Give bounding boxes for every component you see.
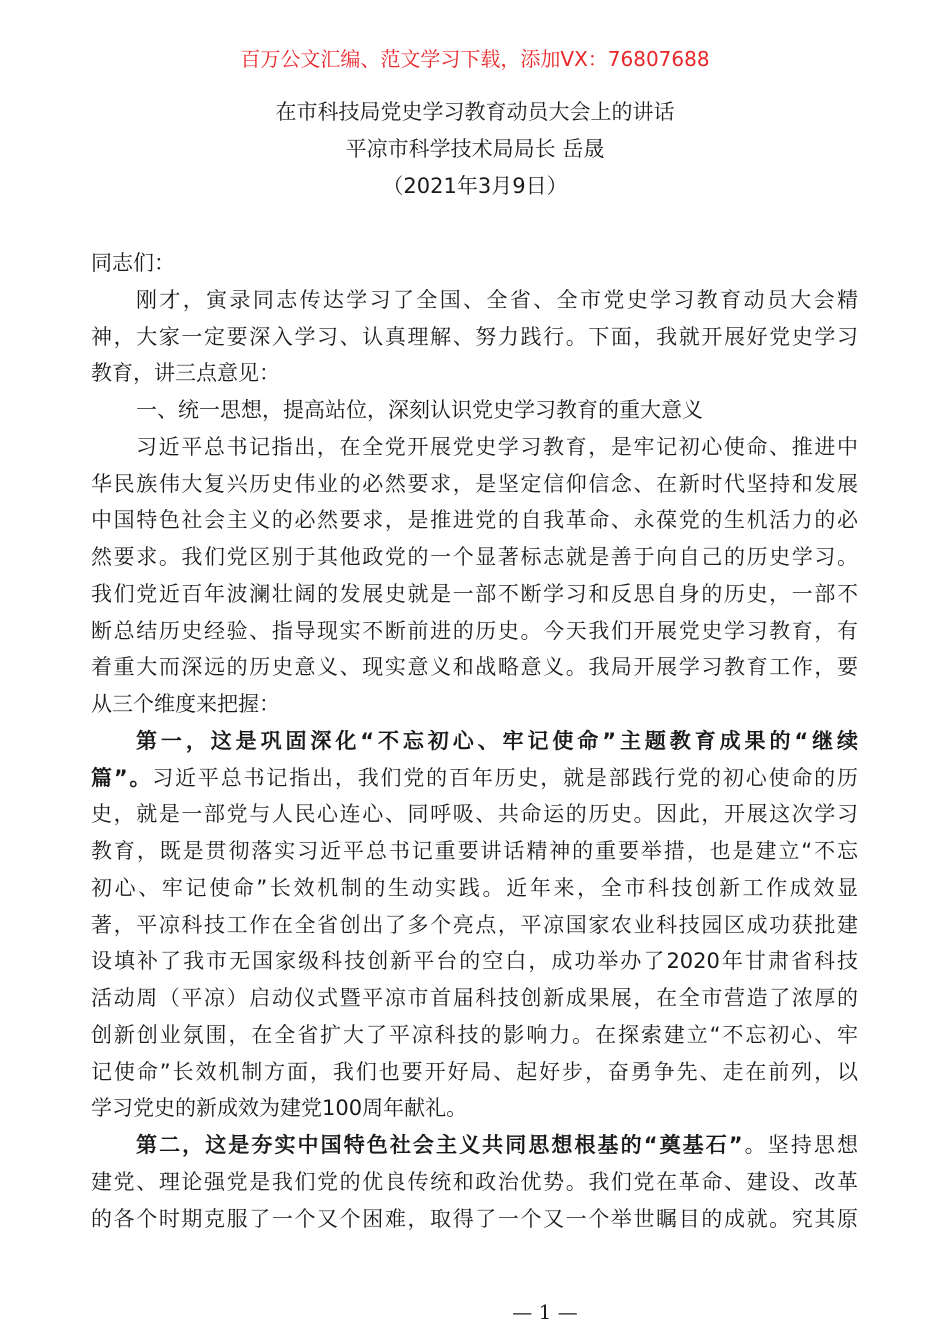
text-segment: 习近平总书记指出，在全党开展党史学习教育，是牢记初心使命、推进中 [136,434,858,459]
text-line [91,649,858,686]
text-line [91,466,858,503]
text-line [91,723,858,760]
text-line [91,429,858,466]
text-line [91,502,858,539]
bold-text-segment: 第一，这是巩固深化“不忘初心、牢记使命”主题教育成果的“继续 [136,728,858,753]
text-line [91,319,858,356]
text-line [91,1090,858,1127]
text-segment: 习近平总书记指出，我们党的百年历史，就是部践行党的初心使命的历 [152,765,858,790]
text-line [91,796,858,833]
text-line [91,760,858,797]
text-line [91,1054,858,1091]
page-number: — 1 — [512,1300,578,1324]
text-line [91,1017,858,1054]
text-segment: 建党、理论强党是我们党的优良传统和政治优势。我们党在革命、建设、改革 [91,1169,858,1194]
text-line [91,576,858,613]
speech-date: （2021年3月9日） [382,174,568,198]
paragraph [91,392,858,429]
text-line [91,613,858,650]
text-segment: 着重大而深远的历史意义、现实意义和战略意义。我局开展学习教育工作，要 [91,655,858,680]
download-notice-header: 百万公文汇编、范文学习下载，添加VX：76807688 [240,47,710,71]
text-segment: 史，就是一部党与人民心连心、同呼吸、共命运的历史。因此，开展这次学习 [91,802,858,827]
paragraph [91,723,858,1127]
text-segment: 神，大家一定要深入学习、认真理解、努力践行。下面，我就开展好党史学习 [91,324,858,349]
text-segment: 断总结历史经验、指导现实不断前进的历史。今天我们开展党史学习教育，有 [91,618,858,643]
text-line [91,980,858,1017]
paragraph [91,1127,858,1237]
text-line [91,1201,858,1238]
text-segment: 著，平凉科技工作在全省创出了多个亮点，平凉国家农业科技园区成功获批建 [91,912,858,937]
text-line [91,1127,858,1164]
text-segment: 教育，讲三点意见： [91,361,280,386]
text-line [91,392,858,429]
paragraph [91,282,858,392]
text-line [91,943,858,980]
text-line [91,539,858,576]
text-line [91,870,858,907]
text-segment: 同志们： [91,251,175,275]
text-line [91,907,858,944]
text-segment: 记使命”长效机制方面，我们也要开好局、起好步，奋勇争先、走在前列，以 [91,1059,858,1084]
text-segment: 活动周（平凉）启动仪式暨平凉市首届科技创新成果展，在全市营造了浓厚的 [91,986,858,1010]
text-segment: 中国特色社会主义的必然要求，是推进党的自我革命、永葆党的生机活力的必 [91,508,858,533]
text-segment: 华民族伟大复兴历史伟业的必然要求，是坚定信仰信念、在新时代坚持和发展 [91,471,858,496]
text-segment: 一、统一思想，提高站位，深刻认识党史学习教育的重大意义 [136,398,703,422]
document-body [91,245,858,1237]
text-segment: 教育，既是贯彻落实习近平总书记重要讲话精神的重要举措，也是建立“不忘 [91,839,858,863]
bold-text-segment: 第二，这是夯实中国特色社会主义共同思想根基的“奠基石” [136,1133,743,1157]
text-segment: 我们党近百年波澜壮阔的发展史就是一部不断学习和反思自身的历史，一部不 [91,581,858,606]
text-line [91,355,858,392]
speaker-line: 平凉市科学技术局局长 岳晟 [345,137,605,161]
text-line [91,245,858,282]
text-segment: 设填补了我市无国家级科技创新平台的空白，成功举办了2020年甘肃省科技 [91,949,858,974]
text-line [91,282,858,319]
paragraph [91,429,858,723]
paragraph [91,245,858,282]
text-segment: 的各个时期克服了一个又个困难，取得了一个又一个举世瞩目的成就。究其原 [91,1206,858,1231]
text-line [91,1164,858,1201]
bold-text-segment: 篇”。 [91,765,153,790]
text-segment: 刚才，寅录同志传达学习了全国、全省、全市党史学习教育动员大会精 [136,287,858,312]
text-segment: 然要求。我们党区别于其他政党的一个显著标志就是善于向自己的历史学习。 [91,545,858,569]
text-line [91,833,858,870]
text-line [91,686,858,723]
document-title: 在市科技局党史学习教育动员大会上的讲话 [275,100,675,124]
text-segment: 初心、牢记使命”长效机制的生动实践。近年来，全市科技创新工作成效显 [91,875,858,900]
text-segment: 。坚持思想 [742,1133,858,1157]
text-segment: 学习党史的新成效为建党100周年献礼。 [91,1096,468,1121]
text-segment: 从三个维度来把握： [91,692,280,716]
text-segment: 创新创业氛围，在全省扩大了平凉科技的影响力。在探索建立“不忘初心、牢 [91,1022,858,1047]
